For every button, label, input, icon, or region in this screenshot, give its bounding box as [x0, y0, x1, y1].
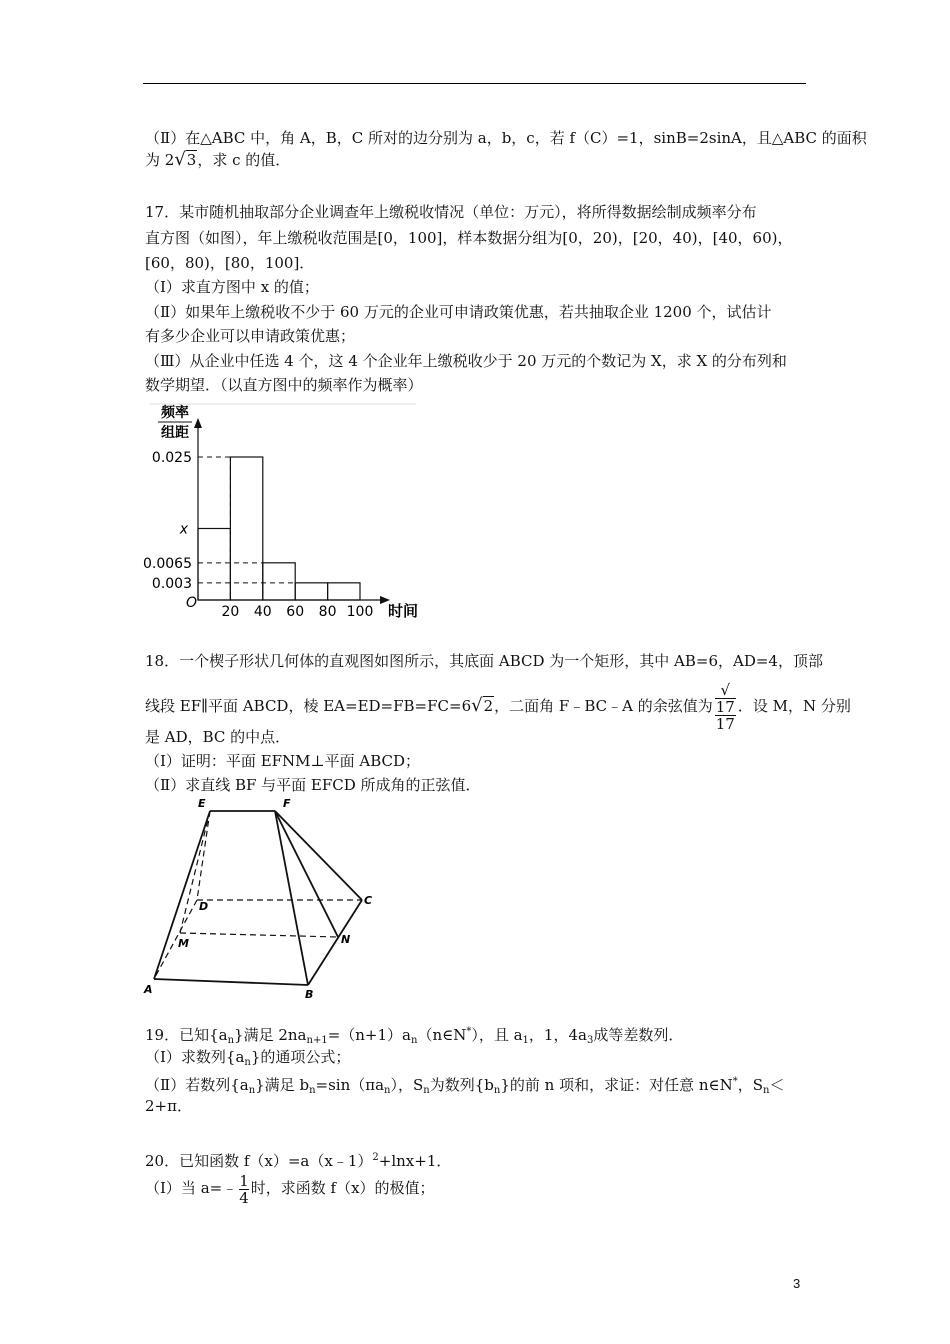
p17-line5: （Ⅱ）如果年上缴税收不少于 60 万元的企业可申请政策优惠，若共抽取企业 1200 个，试估计: [145, 303, 772, 321]
label-A: A: [144, 983, 153, 996]
p20-line2: （Ⅰ）当 a=﹣ $\frac{1}{4}$ 时，求函数 f（x）的极值；: [145, 1171, 435, 1207]
p16-line2: 为 2√3，求 c 的值．: [145, 149, 291, 170]
x-tick-label: 60: [286, 604, 305, 620]
p19-line1: 19．已知$\{a_n\}$满足 $2na_{n+1}=(n+1)a_n(n\in N^*)$，且 $a_1$，1，$4a_3$成等差数列．: [145, 1026, 684, 1046]
y-label-bottom: 组距: [161, 425, 189, 441]
bar-[40,60): [263, 563, 295, 600]
origin-label: O: [186, 595, 198, 611]
bar-[0,20): [198, 529, 230, 601]
page-number: 3: [793, 1276, 801, 1291]
p19-line4: 2+π．: [145, 1097, 192, 1115]
label-M: M: [178, 937, 189, 950]
p18-line3: 是 AD，BC 的中点．: [145, 728, 291, 746]
p17-line6: 有多少企业可以申请政策优惠；: [145, 327, 356, 345]
x-tick-label: 100: [346, 604, 374, 620]
p17-line1: 17．某市随机抽取部分企业调查年上缴税收情况（单位：万元），将所得数据绘制成频率分布: [145, 203, 757, 221]
frequency-histogram: [140, 400, 430, 625]
label-E: E: [198, 797, 206, 810]
y-label-top: 频率: [161, 405, 189, 421]
p18-line2: 线段 EF∥平面 ABCD，棱 EA=ED=FB=FC=6√2，二面角 F﹣BC﹣A 的余弦值为 √ 17 17 ．设 M，N 分别: [145, 681, 851, 733]
x-axis-label: 时间: [388, 602, 419, 620]
y-tick-label: 0.003: [151, 575, 192, 592]
label-F: F: [283, 797, 291, 810]
label-C: C: [364, 894, 373, 907]
p20-line1: 20．已知函数 f（x）=a（x﹣1）$^2$+lnx+1．: [145, 1152, 452, 1170]
p17-line7: （Ⅲ）从企业中任选 4 个，这 4 个企业年上缴税收少于 20 万元的个数记为 X，求 X 的分布列和: [145, 352, 787, 370]
p17-line2: 直方图（如图），年上缴税收范围是[0，100]，样本数据分组为[0，20)，[20，40)，[40，60)，: [145, 229, 793, 247]
header-rule: [143, 83, 806, 84]
p18-line4: （Ⅰ）证明：平面 EFNM⊥平面 ABCD；: [145, 752, 421, 770]
label-N: N: [341, 933, 351, 946]
p18-line1: 18．一个楔子形状几何体的直观图如图所示，其底面 ABCD 为一个矩形，其中 AB=6，AD=4，顶部: [145, 652, 823, 670]
x-tick-label: 40: [253, 604, 272, 620]
p17-line8: 数学期望．（以直方图中的频率作为概率）: [145, 376, 423, 394]
y-tick-label: 0.025: [151, 450, 192, 466]
x-tick-label: 20: [221, 604, 240, 620]
p17-line3: [60，80)，[80，100]．: [145, 254, 315, 272]
bar-[20,40): [230, 457, 262, 600]
p19-line2: （Ⅰ）求数列$\{a_n\}$的通项公式；: [145, 1048, 351, 1068]
y-tick-label: x: [179, 521, 188, 538]
label-D: D: [199, 900, 209, 913]
p18-line5: （Ⅱ）求直线 BF 与平面 EFCD 所成角的正弦值．: [145, 776, 481, 794]
bar-[60,80): [295, 583, 327, 600]
y-tick-label: 0.0065: [143, 555, 192, 572]
p17-line4: （Ⅰ）求直方图中 x 的值；: [145, 278, 319, 296]
x-tick-label: 80: [318, 604, 337, 620]
p16-line1: （Ⅱ）在△ABC 中，角 A，B，C 所对的边分别为 a，b，c，若 f（C）=1，sinB=2sinA，且△ABC 的面积: [145, 129, 867, 147]
p19-line3: （Ⅱ）若数列$\{a_n\}$满足 $b_n=\sin(\pi a_n)$，$S_n$为数列$\{b_n\}$的前 n 项和，求证：对任意 n∈N*，$S_n<$: [145, 1076, 785, 1096]
bar-[80,100]: [328, 583, 360, 600]
wedge-figure: [140, 795, 380, 1000]
label-B: B: [305, 988, 314, 1000]
